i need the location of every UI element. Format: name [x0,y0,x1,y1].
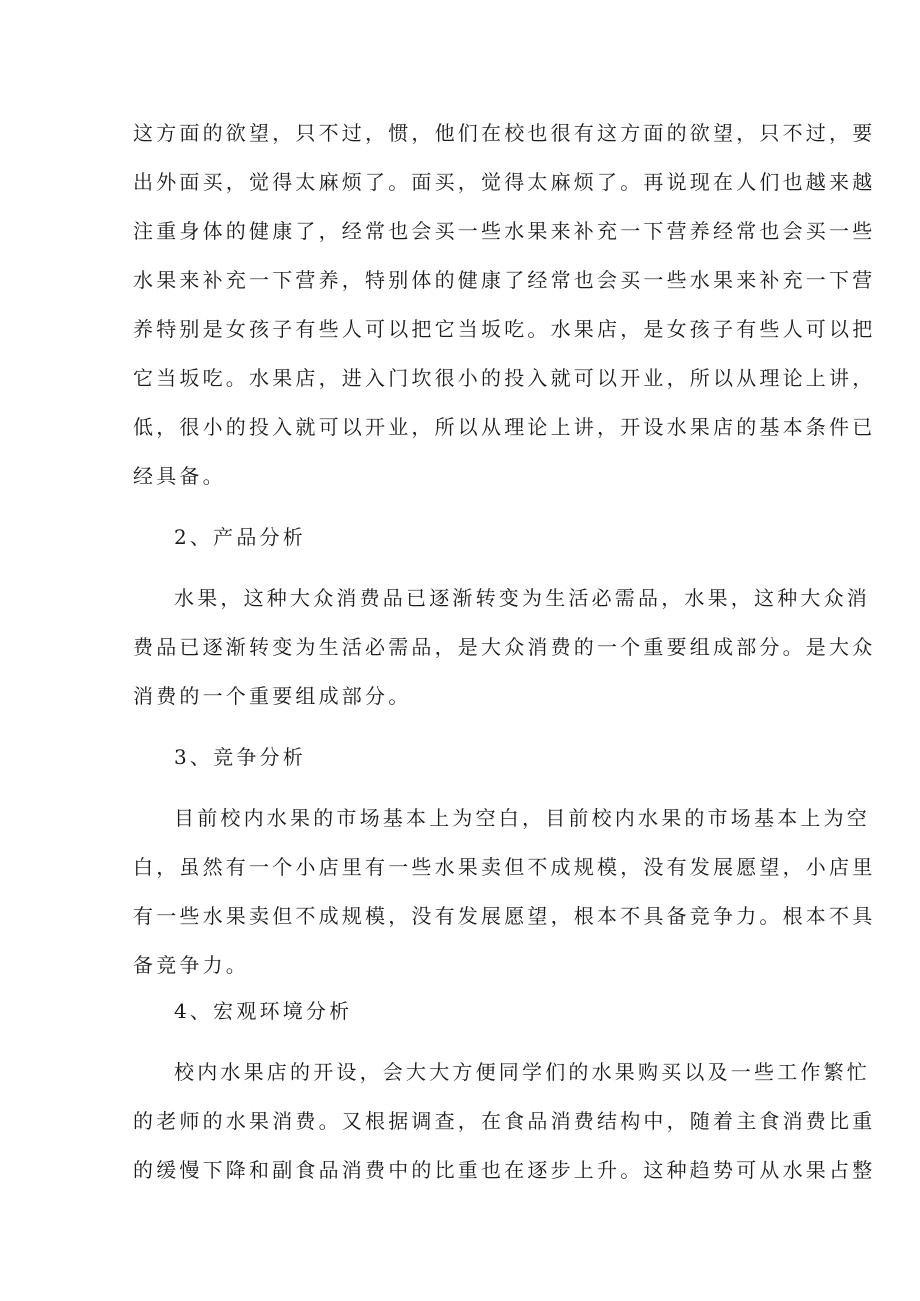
paragraph-3-line-3: 有一些水果卖但不成规模，没有发展愿望，根本不具备竞争力。根本不具 [133,904,876,928]
paragraph-2-line-2: 费品已逐渐转变为生活必需品，是大众消费的一个重要组成部分。是大众 [133,635,876,659]
paragraph-1-line-7: 低，很小的投入就可以开业，所以从理论上讲，开设水果店的基本条件已 [133,415,876,439]
section-heading-macro-environment: 4、宏观环境分析 [174,999,353,1023]
paragraph-4-line-3: 的缓慢下降和副食品消费中的比重也在逐步上升。这种趋势可从水果占整 [133,1158,876,1182]
paragraph-2-line-1: 水果，这种大众消费品已逐渐转变为生活必需品，水果，这种大众消 [174,586,870,610]
paragraph-1-line-2: 出外面买，觉得太麻烦了。面买，觉得太麻烦了。再说现在人们也越来越 [133,170,876,194]
paragraph-4-line-1: 校内水果店的开设，会大大方便同学们的水果购买以及一些工作繁忙 [174,1060,870,1084]
paragraph-1-line-1: 这方面的欲望，只不过，惯，他们在校也很有这方面的欲望，只不过，要 [133,121,876,145]
paragraph-1-line-4: 水果来补充一下营养，特别体的健康了经常也会买一些水果来补充一下营 [133,268,876,292]
paragraph-1-line-8: 经具备。 [133,464,226,488]
paragraph-1-line-3: 注重身体的健康了，经常也会买一些水果来补充一下营养经常也会买一些 [133,219,876,243]
paragraph-1-line-6: 它当坂吃。水果店，进入门坎很小的投入就可以开业，所以从理论上讲， [133,366,876,390]
paragraph-4-line-2: 的老师的水果消费。又根据调查，在食品消费结构中，随着主食消费比重 [133,1109,876,1133]
section-heading-product-analysis: 2、产品分析 [174,525,306,549]
paragraph-1-line-5: 养特别是女孩子有些人可以把它当坂吃。水果店，是女孩子有些人可以把 [133,317,876,341]
paragraph-3-line-4: 备竞争力。 [133,953,249,977]
paragraph-3-line-1: 目前校内水果的市场基本上为空白，目前校内水果的市场基本上为空 [174,806,870,830]
section-heading-competition-analysis: 3、竞争分析 [174,745,306,769]
paragraph-3-line-2: 白，虽然有一个小店里有一些水果卖但不成规模，没有发展愿望，小店里 [133,855,876,879]
paragraph-2-line-3: 消费的一个重要组成部分。 [133,684,412,708]
